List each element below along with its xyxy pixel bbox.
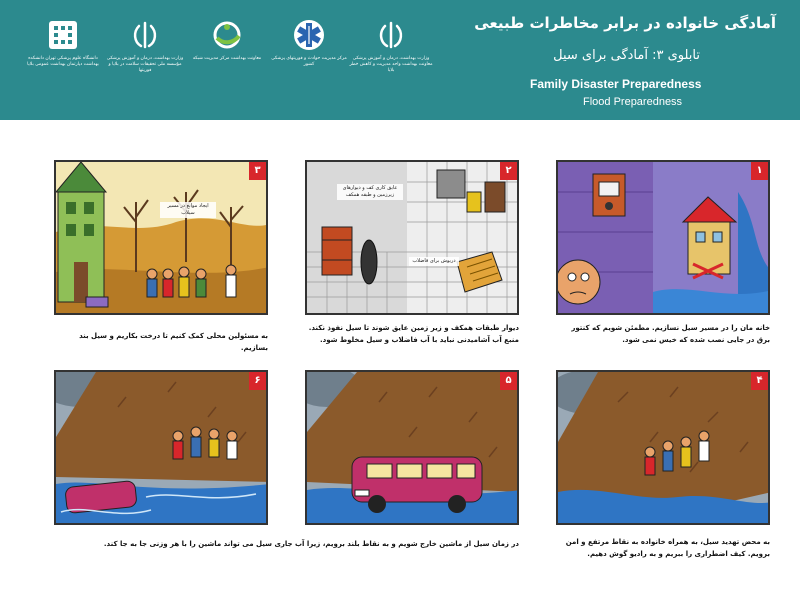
- logo-ministry-health: [348, 18, 434, 74]
- panel-3-caption: به مسئولین محلی کمک کنیم تا درخت بکاریم و سیل بند بسازیم.: [79, 332, 268, 352]
- logo-caption: معاونت بهداشت مرکز مدیریت شبکه: [192, 56, 262, 61]
- panel-number-badge: ۲: [500, 162, 517, 180]
- panel-4-illustration: [556, 370, 770, 525]
- panel-2-illustration: [305, 160, 519, 315]
- logo-ministry: [102, 18, 188, 74]
- panel-number-badge: ۶: [249, 372, 266, 390]
- logo-row: [20, 18, 440, 108]
- panel-5-illustration: [305, 370, 519, 525]
- panel-3-illustration: [54, 160, 268, 315]
- insulation-label: عایق کاری کف و دیوارهای زیرزمین و طبقه همکف: [337, 184, 403, 200]
- university-emblem-icon: [46, 18, 80, 52]
- house-meter-scene: [558, 162, 770, 315]
- star-of-life-icon: [292, 18, 326, 52]
- logo-emergency: [266, 18, 352, 68]
- car-in-flood-scene: [307, 372, 519, 525]
- drain-cover-label: دریوش برای فاضلاب: [409, 257, 459, 266]
- page-title-en: Family Disaster Preparedness: [530, 77, 702, 91]
- barrier-label: ایجاد موانع در مسیر سیلاب: [160, 202, 216, 218]
- header-banner: [0, 0, 800, 120]
- logo-caption: وزارت بهداشت، درمان و آموزش پزشکی مؤسسه ملی تحقیقات سلامت در بلایا و فوریتها: [106, 56, 184, 73]
- panel-5-caption: در زمان سیل از ماشین خارج شویم و به نقاط بلند برویم، زیرا آب جاری سیل می تواند ماشین را با هر وزنی جا به جا کند.: [103, 540, 519, 548]
- evacuation-uphill-scene: [558, 372, 770, 525]
- panel-1-caption: خانه مان را در مسیر سیل نسازیم. مطمئن شویم که کنتور برق در جایی نصب شده که خیس نمی شود.: [571, 324, 770, 344]
- iran-emblem-icon: [128, 18, 162, 52]
- panel-number-badge: ۳: [249, 162, 266, 180]
- panel-number-badge: ۴: [751, 372, 768, 390]
- tree-planting-scene: [56, 162, 268, 315]
- logo-health-deputy: [184, 18, 270, 62]
- iran-emblem-icon: [374, 18, 408, 52]
- logo-caption: وزارت بهداشت، درمان و آموزش پزشکی معاونت بهداشت واحد مدیریت و کاهش خطر بلایا: [349, 56, 433, 73]
- panel-2-caption: دیوار طبقات همکف و زیر زمین عایق شوند تا سیل نفوذ نکند. منبع آب آشامیدنی نباید با آب فاضلاب و سیل مخلوط شود.: [308, 324, 519, 344]
- panel-number-badge: ۵: [500, 372, 517, 390]
- panel-1-illustration: [556, 160, 770, 315]
- panel-number-badge: ۱: [751, 162, 768, 180]
- logo-caption: مرکز مدیریت حوادث و فوریتهای پزشکی کشور: [271, 56, 347, 67]
- logo-university: [20, 18, 106, 68]
- panel-4-caption: به محض تهدید سیل، به همراه خانواده به نقاط مرتفع و امن برویم. کیف اضطراری را ببریم و به رادیو گوش دهیم.: [565, 538, 770, 558]
- page-subtitle-en: Flood Preparedness: [583, 96, 683, 108]
- logo-caption: دانشگاه علوم پزشکی تهران دانشکده بهداشت دپارتمان بهداشت عمومی بلایا: [27, 56, 99, 67]
- page-subtitle-fa: تابلوی ۳: آمادگی برای سیل: [553, 48, 700, 63]
- page-title-fa: آمادگی خانواده در برابر مخاطرات طبیعی: [474, 14, 776, 32]
- health-deputy-logo-icon: [210, 18, 244, 52]
- panel-6-illustration: [54, 370, 268, 525]
- car-swept-scene: [56, 372, 268, 525]
